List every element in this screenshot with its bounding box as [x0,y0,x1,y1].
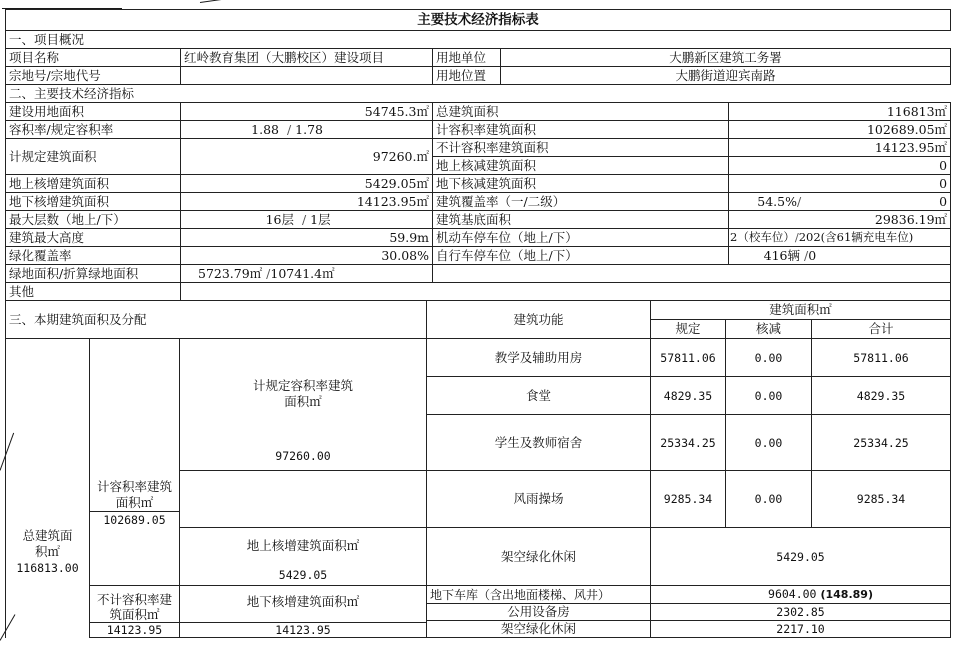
section-heading: 二、主要技术经济指标 [6,85,951,103]
column-header: 建筑面积㎡ [651,301,951,320]
merged-value-cell [651,586,951,604]
label-cell: 总建筑面积 [433,103,729,121]
separator: / [797,194,802,209]
empty-cell [180,471,427,528]
fa-area-label: 计容积率建筑面积㎡ [96,479,172,510]
value-part: 1层 [310,212,331,227]
reduced-value: 0.00 [726,377,812,415]
label-cell: 地上核增建筑面积 [6,175,181,193]
below-area-cell [180,586,427,638]
label-cell: 计规定建筑面积 [6,139,181,175]
label-cell: 建设用地面积 [6,103,181,121]
column-header: 建筑功能 [427,301,651,339]
label-cell: 计容积率建筑面积 [433,121,729,139]
above-area-value: 5429.05 [278,568,328,582]
label-cell: 不计容积率建筑面积 [433,139,729,157]
background-line [200,0,299,3]
total-area-label: 总建筑面积㎡ [22,528,73,560]
separator: / [794,230,799,244]
label-cell: 容积率/规定容积率 [6,121,181,139]
label-cell: 绿地面积/折算绿地面积 [6,265,181,283]
table-title: 主要技术经济指标表 [6,10,951,31]
merged-value: 5429.05 [651,528,951,586]
value-cell: 54745.3㎡ [181,103,433,121]
total-area-cell [6,339,90,638]
sum-value: 4829.35 [812,377,951,415]
merged-value: 2217.10 [651,621,951,638]
function-name: 食堂 [427,377,651,415]
value-part: 16层 [265,212,294,227]
sum-value: 25334.25 [812,415,951,471]
value-cell [729,193,951,211]
value-part: 1.78 [295,122,323,137]
note-value: (148.89) [820,588,873,601]
total-area-value: 116813.00 [16,561,79,576]
value-cell: 14123.95㎡ [729,139,951,157]
empty-cell [433,265,951,283]
value-cell: 29836.19㎡ [729,211,951,229]
value-cell: 97260.㎡ [181,139,433,175]
label-cell: 绿化覆盖率 [6,247,181,265]
value-cell: 14123.95㎡ [181,193,433,211]
value-cell: 大鹏新区建筑工务署 [501,49,951,67]
separator: / [282,122,296,137]
reduced-value: 0.00 [726,415,812,471]
merged-value: 2302.85 [651,604,951,621]
label-cell: 项目名称 [6,49,181,67]
label-cell: 地下核增建筑面积 [6,193,181,211]
reg-area-cell [180,339,427,471]
reg-value: 4829.35 [651,377,726,415]
above-area-label: 地上核增建筑面积㎡ [246,538,360,553]
function-name: 教学及辅助用房 [427,339,651,377]
value-cell: 5429.05㎡ [181,175,433,193]
function-name: 架空绿化休闲 [427,621,651,638]
function-name: 地下车库（含出地面楼梯、风井） [427,586,651,604]
separator: / [803,248,809,263]
reg-value: 25334.25 [651,415,726,471]
reg-area-label: 计规定容积率建筑面积㎡ [253,378,354,409]
section-heading: 一、项目概况 [6,31,951,49]
value-cell: 红岭教育集团（大鹏校区）建设项目 [181,49,433,67]
reg-value: 57811.06 [651,339,726,377]
value-part: 54.5% [757,194,797,209]
label-cell: 自行车停车位（地上/下） [433,247,729,265]
function-name: 风雨操场 [427,471,651,528]
label-cell: 机动车停车位（地上/下） [433,229,729,247]
label-cell: 建筑覆盖率（一/二级） [433,193,729,211]
label-cell: 用地位置 [433,67,501,85]
value-cell: 0 [729,175,951,193]
function-name: 公用设备房 [427,604,651,621]
column-header: 合计 [812,320,951,339]
reduced-value: 0.00 [726,471,812,528]
sum-value: 57811.06 [812,339,951,377]
label-cell: 建筑基底面积 [433,211,729,229]
value-cell: 30.08% [181,247,433,265]
value-part: 416辆 [763,248,800,263]
function-name: 架空绿化休闲 [427,528,651,586]
merged-value: 9604.00 [768,587,817,601]
nfa-area-label: 不计容积率建筑面积㎡ [96,592,172,622]
value-cell [729,229,951,247]
label-cell: 最大层数（地上/下） [6,211,181,229]
value-cell [181,265,433,283]
function-name: 学生及教师宿舍 [427,415,651,471]
reg-area-value: 97260.00 [275,449,331,463]
column-header: 规定 [651,320,726,339]
label-cell: 其他 [6,283,181,301]
technical-economic-table [5,9,951,301]
value-cell [181,121,433,139]
fa-area-value: 102689.05 [90,511,179,585]
value-cell: 102689.05㎡ [729,121,951,139]
value-cell [181,211,433,229]
reduced-value: 0.00 [726,339,812,377]
value-part: 1.88 [251,122,279,137]
reg-value: 9285.34 [651,471,726,528]
value-part: 10741.4㎡ [270,266,335,281]
above-area-cell [180,528,427,586]
value-cell: 59.9m [181,229,433,247]
column-header: 核减 [726,320,812,339]
value-cell: 大鹏街道迎宾南路 [501,67,951,85]
value-part: 0 [939,194,948,209]
value-cell: 116813㎡ [729,103,951,121]
below-area-value: 14123.95 [180,622,426,637]
below-area-label: 地下核增建筑面积㎡ [246,594,360,609]
value-part: 2（校车位） [730,230,795,244]
area-distribution-table [5,300,951,638]
sum-value: 9285.34 [812,471,951,528]
fa-area-cell [90,339,180,586]
nfa-area-value: 14123.95 [90,622,179,637]
value-part: 202(含61辆充电车位) [798,230,914,244]
label-cell: 地上核减建筑面积 [433,157,729,175]
value-cell [181,67,433,85]
label-cell: 建筑最大高度 [6,229,181,247]
label-cell: 地下核减建筑面积 [433,175,729,193]
value-cell: 0 [729,157,951,175]
section-heading: 三、本期建筑面积及分配 [6,301,427,339]
label-cell: 用地单位 [433,49,501,67]
indicator-sheet [5,9,950,653]
label-cell: 宗地号/宗地代号 [6,67,181,85]
value-cell [729,247,951,265]
value-part: 0 [808,248,817,263]
value-part: 5723.79㎡ [198,266,263,281]
nfa-area-cell [90,586,180,638]
empty-cell [181,283,951,301]
separator: / [297,212,311,227]
separator: / [262,266,271,281]
